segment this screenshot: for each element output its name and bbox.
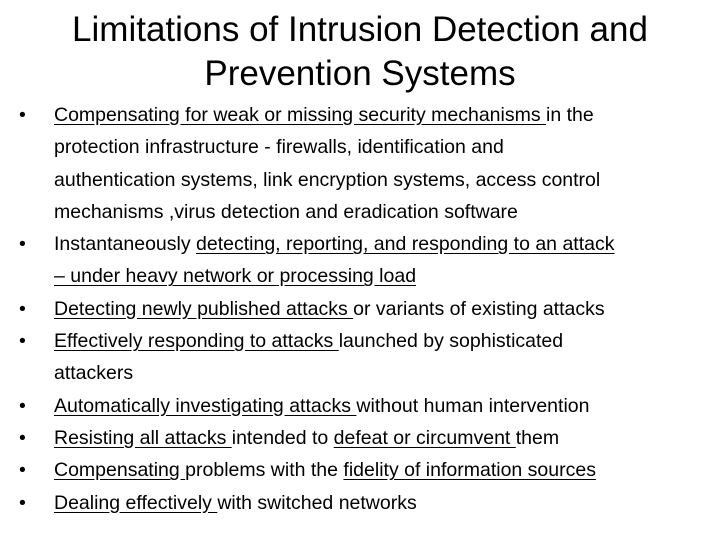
bullet-marker-icon — [19, 454, 26, 486]
bullet-line — [54, 99, 708, 131]
bullet-item — [18, 454, 708, 486]
bullet-item — [18, 422, 708, 454]
underlined-phrase: Compensating for weak or missing security mechanisms — [54, 104, 547, 126]
bullet-item — [18, 293, 708, 325]
bullet-item — [18, 228, 708, 293]
bullet-line — [54, 131, 708, 163]
bullet-list — [18, 99, 708, 519]
bullet-marker-icon — [19, 325, 26, 357]
bullet-text: without human intervention — [356, 394, 590, 417]
bullet-text: Instantaneously — [54, 233, 197, 256]
bullet-text: authentication systems, link encryption systems, access control — [54, 168, 601, 191]
bullet-marker-icon — [19, 228, 26, 260]
underlined-phrase: fidelity of information sources — [343, 459, 596, 482]
bullet-line — [54, 357, 708, 389]
underlined-phrase: – under heavy network or processing load — [54, 265, 417, 288]
bullet-line — [54, 390, 708, 422]
bullet-marker-icon — [19, 487, 26, 519]
bullet-marker-icon — [19, 422, 26, 454]
underlined-phrase: defeat or circumvent — [333, 426, 516, 449]
bullet-text: them — [515, 426, 560, 449]
title-line-1: Limitations of Intrusion Detection and — [72, 10, 648, 49]
bullet-text: launched by sophisticated — [338, 330, 564, 353]
underlined-phrase: Dealing effectively — [54, 491, 218, 514]
underlined-phrase: Effectively responding to attacks — [54, 330, 339, 353]
bullet-line — [54, 260, 708, 292]
title-line-2: Prevention Systems — [204, 54, 516, 93]
bullet-marker-icon — [19, 99, 26, 131]
bullet-marker-icon — [19, 293, 26, 325]
bullet-text: with switched networks — [217, 491, 417, 514]
bullet-text: intended to — [231, 426, 334, 449]
underlined-phrase: detecting, reporting, and responding to an attack — [196, 233, 615, 256]
bullet-text: in the — [546, 104, 594, 126]
underlined-phrase: Detecting newly published attacks — [54, 297, 354, 320]
underlined-phrase: Automatically investigating attacks — [54, 394, 357, 417]
slide-title — [40, 8, 680, 96]
bullet-line — [54, 454, 708, 486]
bullet-text: or variants of existing attacks — [353, 297, 605, 320]
underlined-phrase: Compensating — [54, 459, 186, 482]
bullet-text: protection infrastructure - firewalls, identification and — [54, 136, 504, 159]
bullet-text: problems with the — [185, 459, 344, 482]
bullet-line — [54, 422, 708, 454]
bullet-line — [54, 325, 708, 357]
bullet-line — [54, 487, 708, 519]
bullet-line — [54, 164, 708, 196]
bullet-line — [54, 196, 708, 228]
bullet-text: attackers — [54, 362, 134, 385]
bullet-line — [54, 293, 708, 325]
underlined-phrase: Resisting all attacks — [54, 426, 232, 449]
bullet-item — [18, 390, 708, 422]
bullet-marker-icon — [19, 390, 26, 422]
bullet-item — [18, 99, 708, 228]
bullet-item — [18, 487, 708, 519]
bullet-item — [18, 325, 708, 390]
bullet-text: mechanisms ,virus detection and eradication software — [54, 200, 518, 223]
bullet-line — [54, 228, 708, 260]
